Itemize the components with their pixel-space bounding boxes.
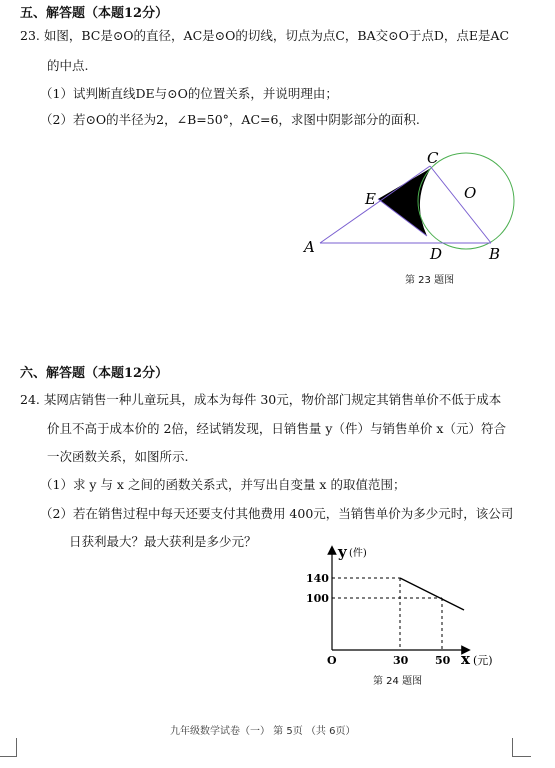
q23-line2: 的中点. (47, 58, 89, 73)
x-unit-label: (元) (473, 654, 493, 667)
q24-part2-a: （2）若在销售过程中每天还要支付其他费用 400元，当销售单价为多少元时，该公司 (40, 506, 514, 521)
line-cb (430, 166, 491, 243)
y-axis-label: y (338, 543, 347, 561)
fig23-caption: 第 23 题图 (405, 275, 455, 286)
label-a: A (304, 238, 315, 256)
q24-line1: 24. 某网店销售一种儿童玩具，成本为每件 30元，物价部门规定其销售单价不低于成本 (20, 392, 502, 407)
q24-line2: 价且不高于成本价的 2倍，经试销发现，日销售量 y（件）与销售单价 x（元）符合 (47, 421, 506, 436)
origin-label: O (327, 654, 337, 667)
q24-part2-b: 日获利最大？最大获利是多少元？ (69, 534, 257, 549)
x-axis-label: x (461, 650, 470, 668)
crop-mark-right (512, 738, 531, 757)
page-footer: 九年级数学试卷（一） 第 5页 （共 6页） (170, 726, 356, 737)
section5-title: 五、解答题（本题12分） (20, 6, 169, 21)
figure-24 (296, 540, 511, 672)
q24-part1: （1）求 y 与 x 之间的函数关系式，并写出自变量 x 的取值范围； (40, 477, 406, 492)
label-b: B (489, 245, 501, 262)
q23-part1: （1）试判断直线DE与⊙O的位置关系，并说明理由； (40, 86, 338, 101)
tick-100: 100 (306, 592, 329, 605)
y-unit-label: (件) (349, 548, 367, 559)
label-e: E (365, 190, 376, 208)
label-o: O (464, 184, 477, 202)
fig24-caption: 第 24 题图 (373, 676, 423, 687)
figure-23 (296, 146, 526, 262)
q23-line1: 23. 如图，BC是⊙O的直径，AC是⊙O的切线，切点为点C，BA交⊙O于点D，点E是AC (20, 28, 510, 43)
q23-part2: （2）若⊙O的半径为2，∠B=50°，AC=6，求图中阴影部分的面积. (40, 112, 420, 127)
q24-line3: 一次函数关系，如图所示. (47, 449, 189, 464)
label-d: D (430, 245, 443, 262)
label-c: C (427, 149, 439, 167)
shaded-region (378, 168, 431, 236)
tick-50: 50 (435, 654, 451, 667)
tick-30: 30 (393, 654, 409, 667)
tick-140: 140 (306, 572, 329, 585)
section6-title: 六、解答题（本题12分） (20, 366, 169, 381)
crop-mark-left (0, 738, 17, 757)
function-line (400, 578, 464, 610)
